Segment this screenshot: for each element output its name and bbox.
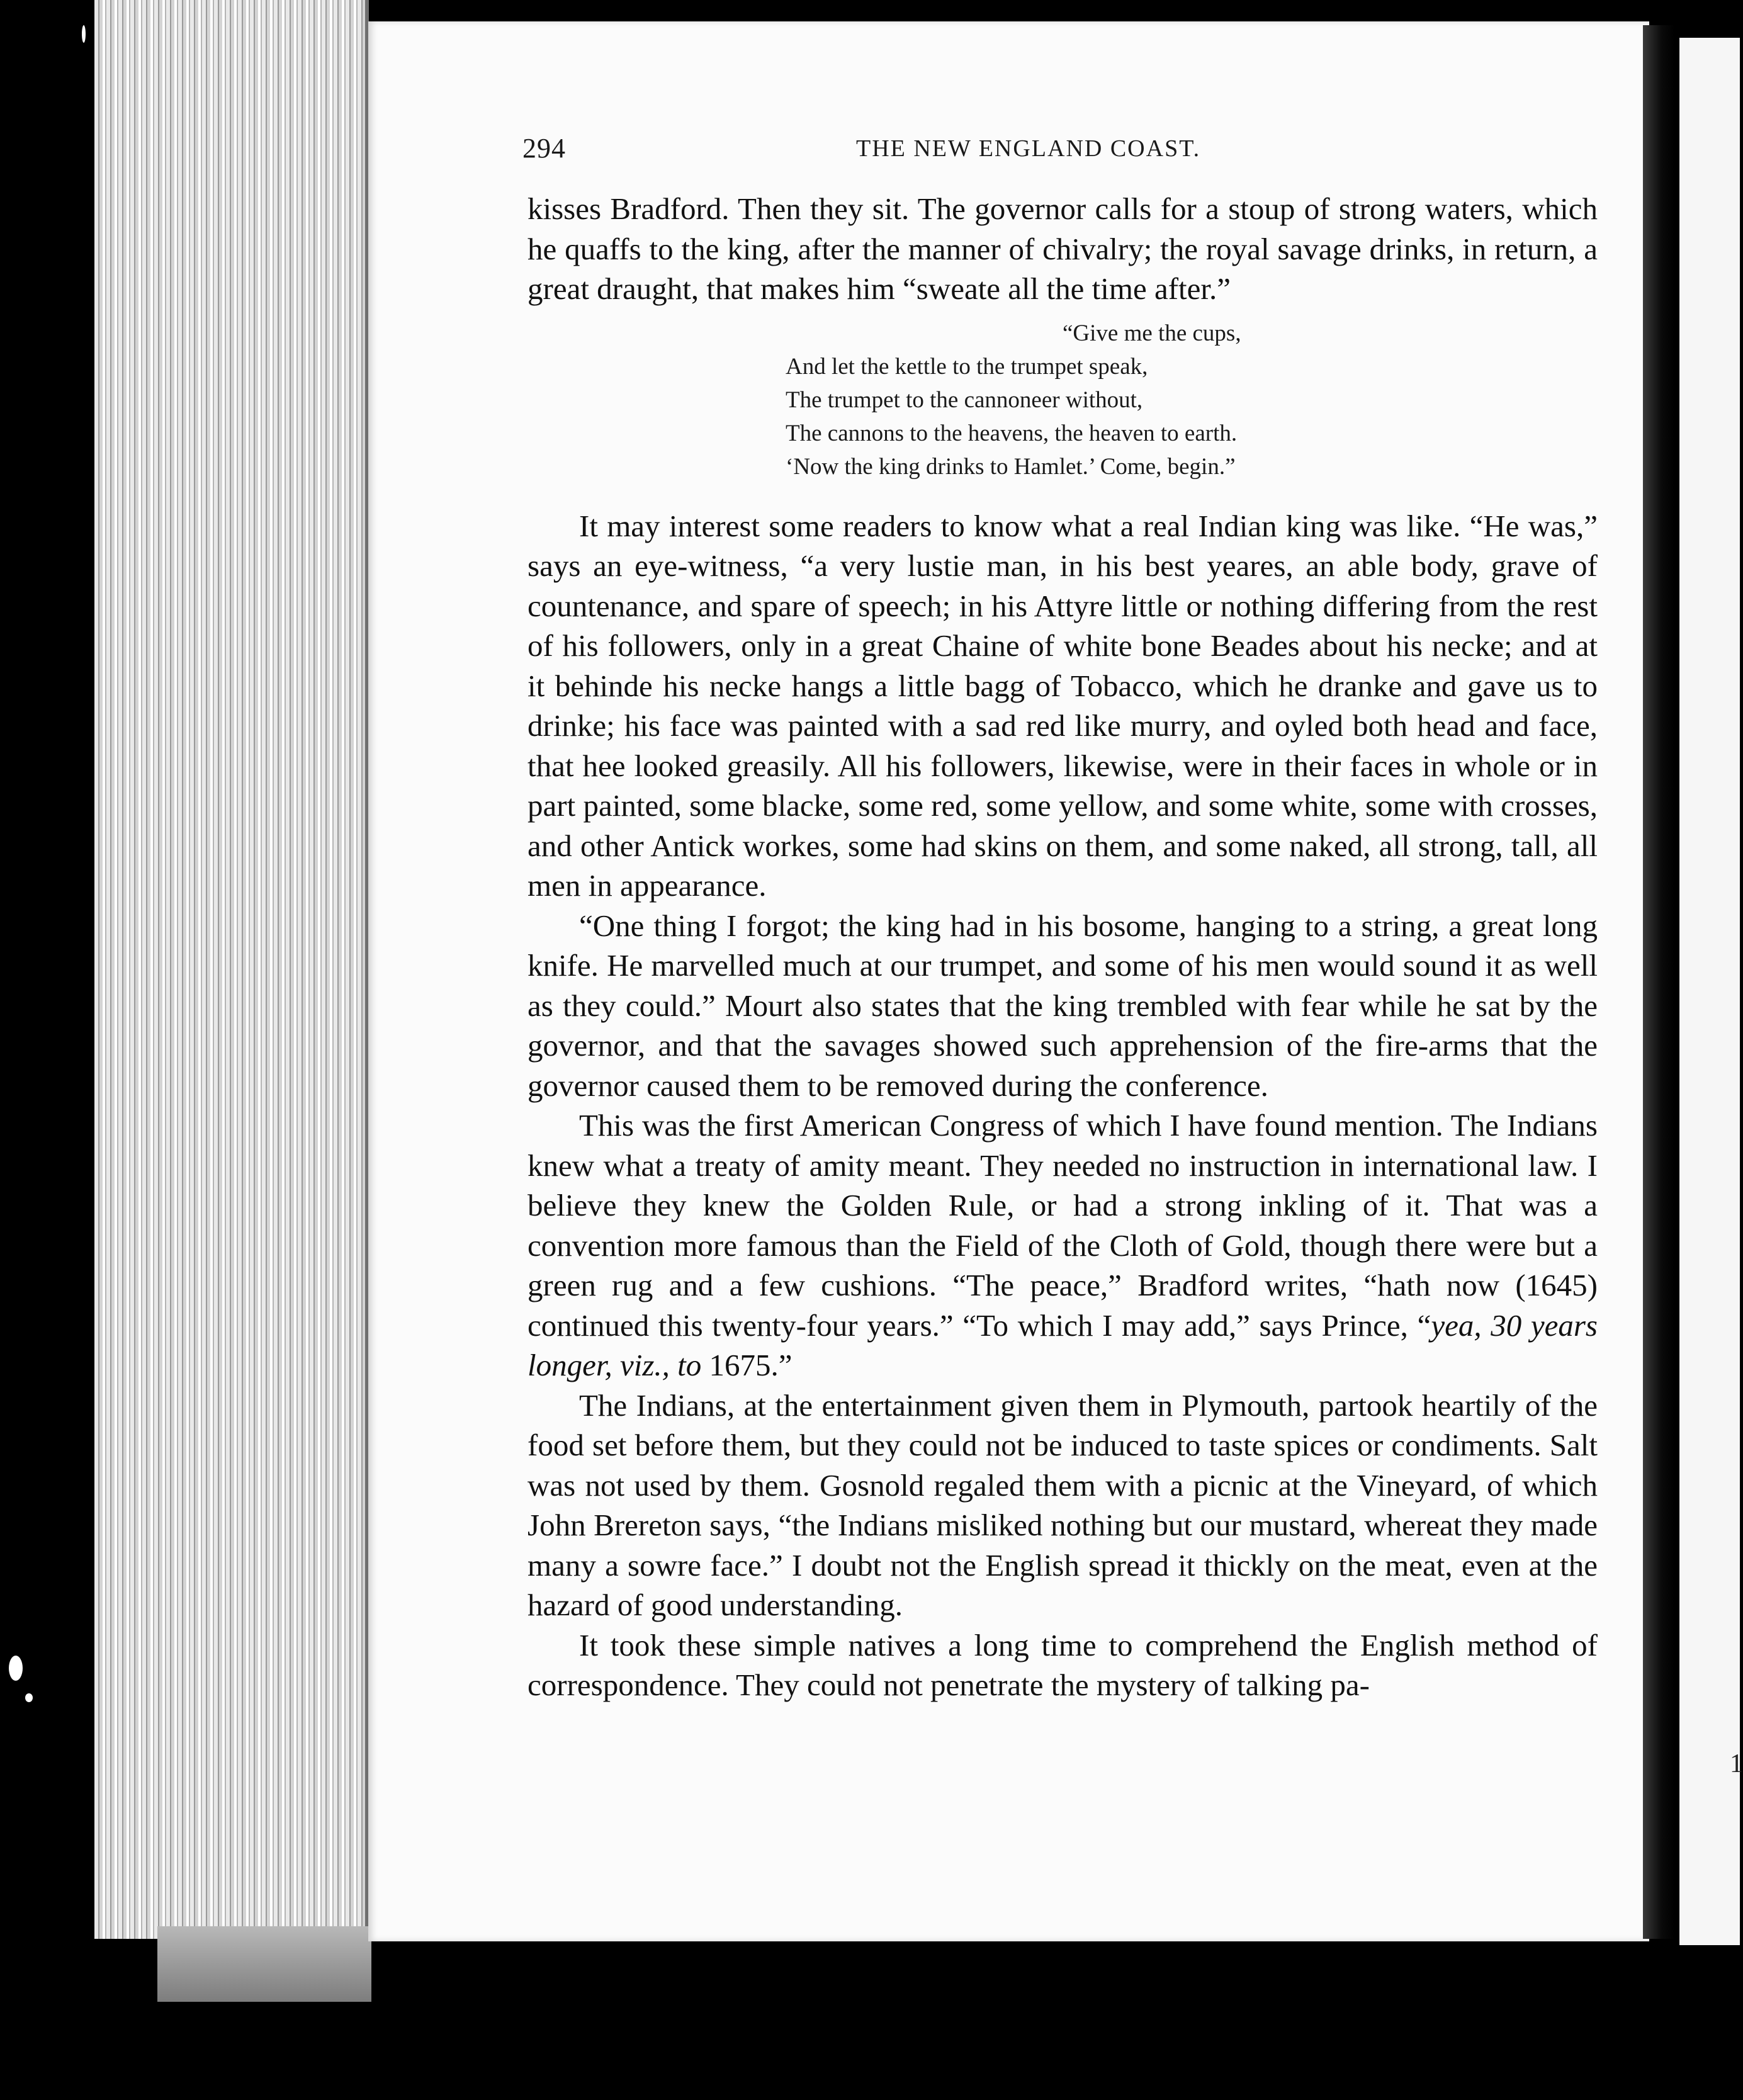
page-edges-bottom <box>157 1926 371 2002</box>
paragraph-text: This was the first American Congress of which I have found mention. The Indians knew what a treaty of amity meant. They needed no instruction in international law. I believe they knew the Golden Rule, or had a strong inkling of it. That was a convention more famous than the Field of the Cloth of Gold, though there were but a green rug and a few cushions. “The peace,” Bradford writes, “hath now (1645) continued this twenty-four years.” “To which I may add,” says Prince, “ <box>527 1108 1598 1343</box>
text-block <box>527 189 1598 1705</box>
facing-page-edge <box>1679 38 1740 1945</box>
verse-line: The trumpet to the cannoneer without, <box>786 387 1143 413</box>
scan-speck <box>9 1656 23 1681</box>
scan-speck <box>82 25 86 43</box>
verse-line: The cannons to the heavens, the heaven to earth. <box>786 420 1238 446</box>
italic-quote: yea, 30 years longer, viz., to <box>527 1307 1598 1382</box>
paragraph: The Indians, at the entertainment given them in Plymouth, partook heartily of the food set before them, but they could not be induced to taste spices or condiments. Salt was not used by them. Gosnold regaled them with a picnic at the Vineyard, of which John Brereton says, “the Indians misliked nothing but our mustard, whereat they made many a sowre face.” I doubt not the English spread it thickly on the meat, even at the hazard of good understanding. <box>527 1387 1598 1622</box>
page-number: 294 <box>522 133 566 164</box>
facing-page-mark: 1 <box>1730 1749 1743 1778</box>
paragraph: It took these simple natives a long time to comprehend the English method of correspondence. They could not penetrate the mystery of talking pa- <box>527 1627 1598 1702</box>
paragraph: “One thing I forgot; the king had in his bosome, hanging to a string, a great long knife. He marvelled much at our trumpet, and some of his men would sound it as well as they could.” Mourt also states that the king trembled with fear while he sat by the governor, and that the savages showed such apprehension of the fire-arms that the governor caused them to be removed during the conference. <box>527 908 1598 1103</box>
verse-line: ‘Now the king drinks to Hamlet.’ Come, begin.” <box>786 453 1236 480</box>
page-edges <box>94 0 369 1939</box>
verse-line: And let the kettle to the trumpet speak, <box>786 353 1148 380</box>
running-title: THE NEW ENGLAND COAST. <box>856 135 1201 162</box>
scan-speck <box>25 1693 33 1702</box>
paragraph: kisses Bradford. Then they sit. The governor calls for a stoup of strong waters, which he quaffs to the king, after the manner of chivalry; the royal savage drinks, in return, a great draught, that makes him “sweate all the time after.” <box>527 191 1598 306</box>
verse-line: “Give me the cups, <box>1063 320 1241 346</box>
verse-quotation <box>786 317 1390 483</box>
paragraph: It may interest some readers to know what a real Indian king was like. “He was,” says an eye-witness, “a very lustie man, in his best yeares, an able body, grave of countenance, and spare of speech; in his Attyre little or nothing differing from the rest of his followers, only in a great Chaine of white bone Beades about his necke; and at it behinde his necke hangs a little bagg of Tobacco, which he dranke and gave us to drinke; his face was painted with a sad red like murry, and oyled both head and face, that hee looked greasily. All his followers, likewise, were in their faces in whole or in part painted, some blacke, some red, some yellow, and some white, some with crosses, and other Antick workes, some had skins on them, and some naked, all strong, tall, all men in appearance. <box>527 508 1598 903</box>
paragraph <box>527 1105 1598 1386</box>
paragraph-text: 1675.” <box>701 1348 793 1382</box>
page-gutter <box>1643 25 1674 1939</box>
